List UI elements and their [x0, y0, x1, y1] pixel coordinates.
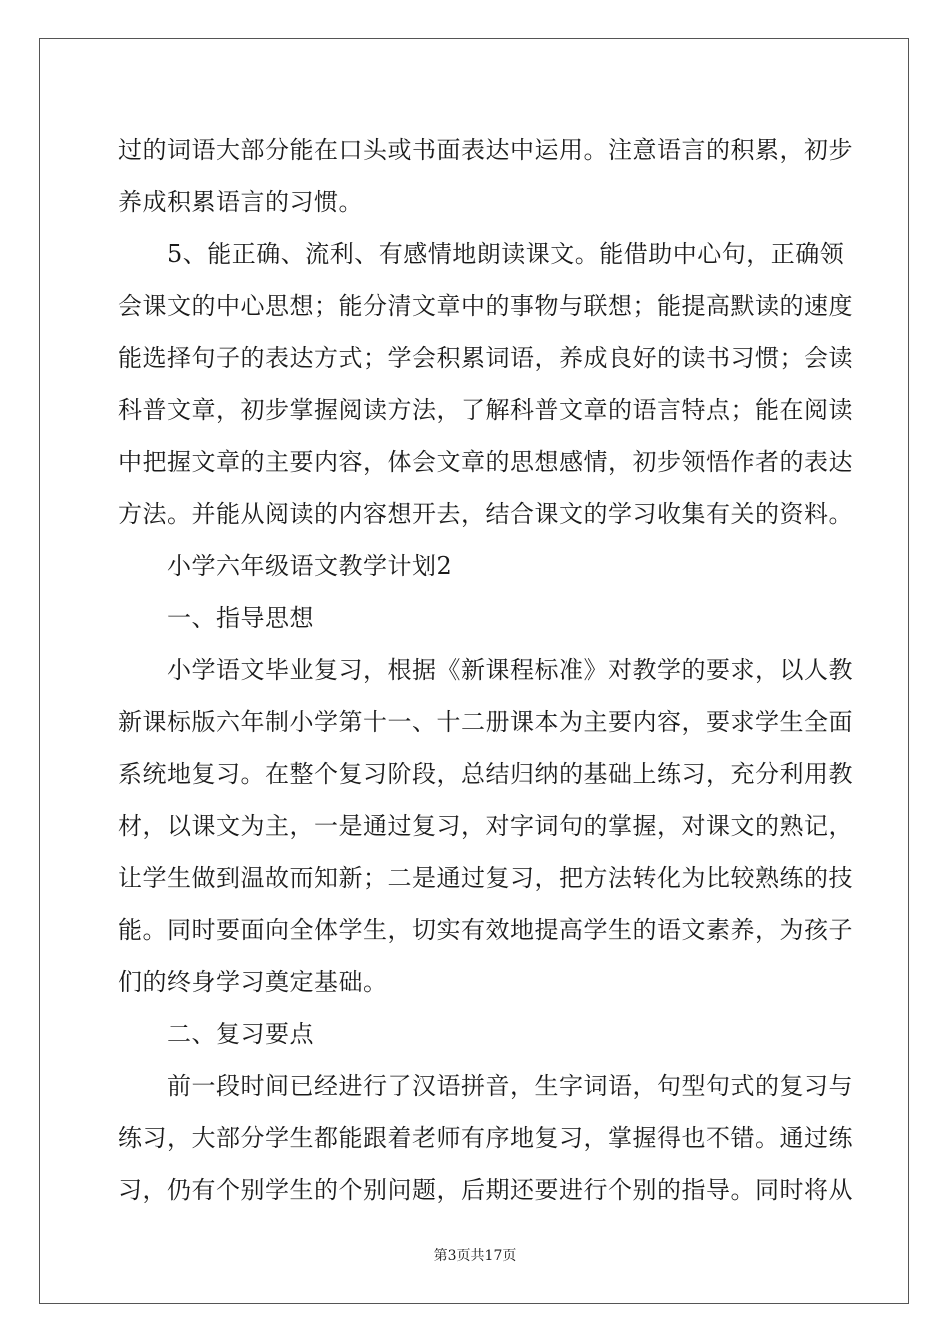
document-body: [118, 124, 853, 1216]
text-line: 科普文章，初步掌握阅读方法，了解科普文章的语言特点；能在阅读: [118, 396, 853, 424]
text-line: 中把握文章的主要内容，体会文章的思想感情，初步领悟作者的表达: [118, 448, 853, 476]
text-line: 养成积累语言的习惯。: [118, 188, 363, 216]
section-title: 小学六年级语文教学计划2: [118, 552, 453, 580]
text-line: 能。同时要面向全体学生，切实有效地提高学生的语文素养，为孩子: [118, 916, 853, 944]
text-line: 小学语文毕业复习，根据《新课程标准》对教学的要求，以人教: [118, 656, 853, 684]
text-line: 材，以课文为主，一是通过复习，对字词句的掌握，对课文的熟记，: [118, 812, 853, 840]
page-total: 共17页: [470, 1248, 517, 1264]
text-line: 练习，大部分学生都能跟着老师有序地复习，掌握得也不错。通过练: [118, 1124, 853, 1152]
text-line: 能选择句子的表达方式；学会积累词语，养成良好的读书习惯；会读: [118, 344, 853, 372]
text-line: 5、能正确、流利、有感情地朗读课文。能借助中心句，正确领: [118, 240, 845, 268]
text-line: 习，仍有个别学生的个别问题，后期还要进行个别的指导。同时将从: [118, 1176, 853, 1204]
page-number: 第3页: [433, 1248, 471, 1264]
text-line: 让学生做到温故而知新；二是通过复习，把方法转化为比较熟练的技: [118, 864, 853, 892]
text-line: 过的词语大部分能在口头或书面表达中运用。注意语言的积累，初步: [118, 136, 853, 164]
text-line: 新课标版六年制小学第十一、十二册课本为主要内容，要求学生全面: [118, 708, 853, 736]
page-footer: [0, 1247, 950, 1265]
text-line: 方法。并能从阅读的内容想开去，结合课文的学习收集有关的资料。: [118, 500, 853, 528]
text-line: 前一段时间已经进行了汉语拼音，生字词语，句型句式的复习与: [118, 1072, 853, 1100]
section-heading: 二、复习要点: [118, 1020, 314, 1048]
section-heading: 一、指导思想: [118, 604, 314, 632]
text-line: 们的终身学习奠定基础。: [118, 968, 388, 996]
text-line: 会课文的中心思想；能分清文章中的事物与联想；能提高默读的速度: [118, 292, 853, 320]
text-line: 系统地复习。在整个复习阶段，总结归纳的基础上练习，充分利用教: [118, 760, 853, 788]
